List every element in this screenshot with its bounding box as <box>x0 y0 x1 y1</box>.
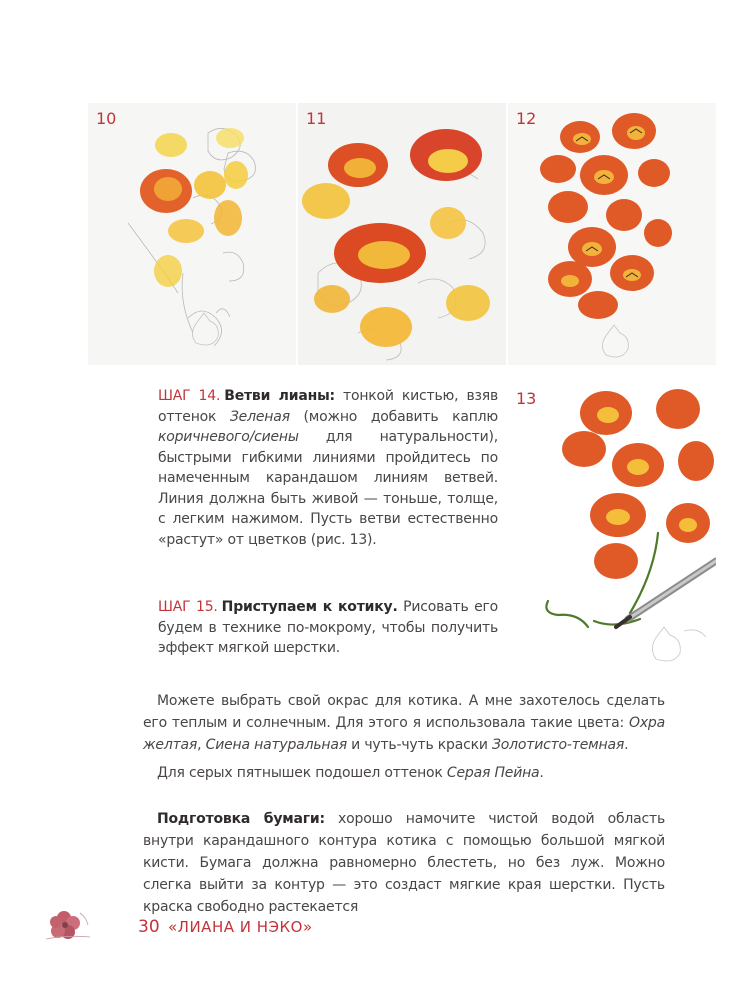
paragraph-paper-prep <box>143 808 665 918</box>
page-number: 30 <box>138 917 160 937</box>
photo-number: 10 <box>96 109 117 128</box>
para-text: и чуть-чуть краски <box>346 737 492 753</box>
flower-logo-icon <box>42 905 94 945</box>
step-text: для натуральности), быстрыми гибкими линиями пройдитесь по намеченным карандашом линиям ветвей. Линия должна быть живой — тоньше, толще, с легким нажимом. Пусть ветви естественно «растут» от цветков (рис. 13). <box>158 429 498 548</box>
photo-number: 13 <box>516 389 537 408</box>
paint-name: Охра желтая <box>143 715 665 753</box>
paint-name: Золотисто-темная <box>491 737 625 753</box>
page-footer <box>42 905 442 945</box>
step-label: ШАГ 14. <box>158 388 221 404</box>
paint-name: Серая Пейна <box>446 765 540 781</box>
watercolor-photo-13 <box>508 383 716 673</box>
para-text: Для серых пятнышек подошел оттенок <box>157 765 447 781</box>
watercolor-photo-10 <box>88 103 296 365</box>
photo-number: 12 <box>516 109 537 128</box>
para-lead: Подготовка бумаги: <box>157 811 325 827</box>
para-text: . <box>539 765 544 781</box>
step-lead: Приступаем к котику. <box>221 599 398 615</box>
para-text: . <box>624 737 629 753</box>
step-photo-13 <box>508 383 716 673</box>
step-photo-11 <box>298 103 506 365</box>
step-text: Рисовать его будем в технике по-мокрому, чтобы получить эффект мягкой шерстки. <box>158 599 498 656</box>
paint-name: Зеленая <box>229 408 290 425</box>
paint-name: коричневого/сиены <box>158 429 299 445</box>
step-14 <box>158 386 498 550</box>
book-title: «ЛИАНА И НЭКО» <box>168 918 313 936</box>
watercolor-photo-12 <box>508 103 716 365</box>
step-photo-10 <box>88 103 296 365</box>
step-lead: Ветви лианы: <box>224 388 335 404</box>
photo-number: 11 <box>306 109 327 128</box>
para-text: хорошо намочите чистой водой область внутри карандашного контура котика с помощью большой мягкой кисти. Бумага должна равномерно блестеть, но без луж. Можно слегка выйти за контур — это создаст мягкие края шерстки. Пусть краска свободно растекается <box>143 811 666 915</box>
step-text: (можно добавить каплю <box>289 408 498 425</box>
paragraph-colors <box>143 690 665 756</box>
step-photo-12 <box>508 103 716 365</box>
step-label: ШАГ 15. <box>158 599 218 615</box>
para-text: Можете выбрать свой окрас для котика. А мне захотелось сделать его теплым и солнечным. Для этого я использовала такие цвета: <box>143 693 665 731</box>
paragraph-grey-spots <box>143 762 665 784</box>
paint-name: Сиена натуральная <box>205 737 347 753</box>
step-text: тонкой кистью, взяв оттенок <box>158 388 499 425</box>
step-15 <box>158 597 498 659</box>
para-text: , <box>197 737 206 753</box>
watercolor-photo-11 <box>298 103 506 365</box>
